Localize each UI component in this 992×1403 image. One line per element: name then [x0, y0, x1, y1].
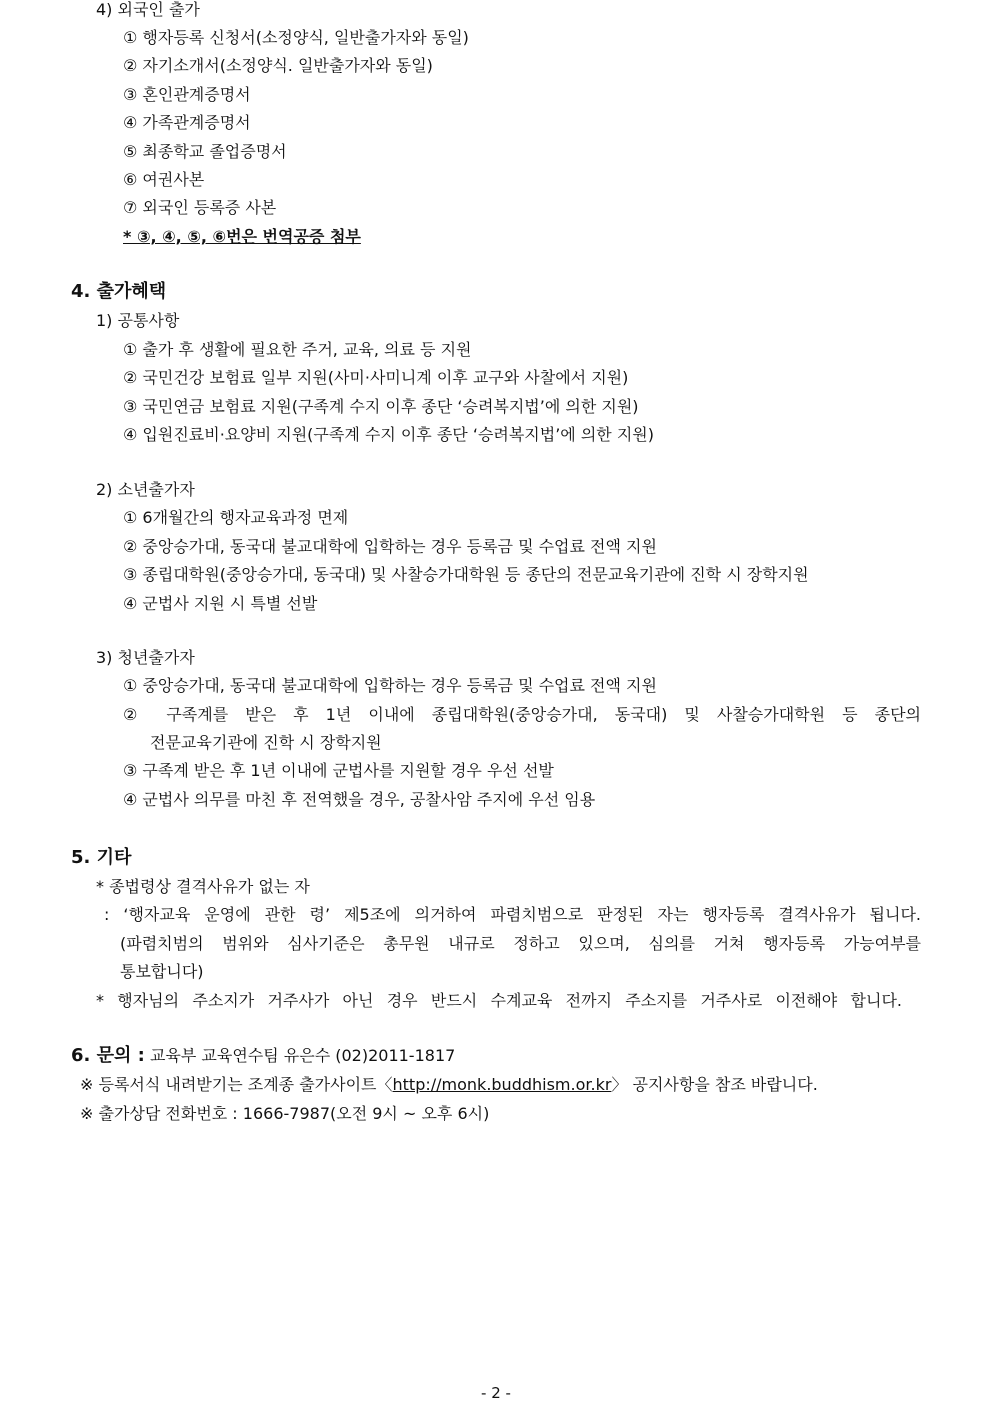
section-benefits-heading: 4. 출가혜택 — [71, 281, 167, 302]
youth-item: ② 중앙승가대, 동국대 불교대학에 입학하는 경우 등록금 및 수업료 전액 지원 — [123, 537, 657, 556]
ordination-site-link[interactable]: http://monk.buddhism.or.kr — [392, 1075, 612, 1094]
youth-item: ① 6개월간의 행자교육과정 면제 — [123, 508, 349, 527]
young-adult-item: ① 중앙승가대, 동국대 불교대학에 입학하는 경우 등록금 및 수업료 전액 지원 — [123, 676, 657, 695]
download-note — [80, 1075, 818, 1095]
common-item: ④ 입원진료비·요양비 지원(구족계 수지 이후 종단 ‘승려복지법’에 의한 지원) — [123, 425, 654, 444]
etc-bullet: * 행자님의 주소지가 거주사가 아닌 경우 반드시 수계교육 전까지 주소지를 거주사로 이전해야 합니다. — [96, 991, 902, 1010]
youth-item: ④ 군법사 지원 시 특별 선발 — [123, 594, 318, 613]
common-item: ③ 국민연금 보험료 지원(구족계 수지 이후 종단 ‘승려복지법’에 의한 지원) — [123, 397, 639, 416]
download-note-prefix: ※ 등록서식 내려받기는 조계종 출가사이트〈 — [80, 1075, 393, 1094]
foreign-item: ① 행자등록 신청서(소정양식, 일반출가자와 동일) — [123, 28, 469, 47]
etc-paragraph-line: 통보합니다) — [120, 962, 204, 981]
consult-phone-note: ※ 출가상담 전화번호 : 1666-7987(오전 9시 ~ 오후 6시) — [80, 1104, 490, 1123]
foreign-item: ② 자기소개서(소정양식. 일반출가자와 동일) — [123, 56, 433, 75]
young-adult-item: ④ 군법사 의무를 마친 후 전역했을 경우, 공찰사암 주지에 우선 임용 — [123, 790, 596, 809]
etc-bullet: * 종법령상 결격사유가 없는 자 — [96, 877, 310, 896]
foreign-item: ⑥ 여권사본 — [123, 170, 205, 189]
common-item: ② 국민건강 보험료 일부 지원(사미·사미니계 이후 교구와 사찰에서 지원) — [123, 368, 629, 387]
foreign-item: ⑤ 최종학교 졸업증명서 — [123, 142, 287, 161]
young-adult-title: 3) 청년출가자 — [96, 648, 195, 667]
young-adult-item: ② 구족계를 받은 후 1년 이내에 종립대학원(중앙승가대, 동국대) 및 사찰승가대학원 등 종단의 — [123, 705, 921, 724]
foreign-item: ③ 혼인관계증명서 — [123, 85, 251, 104]
youth-item: ③ 종립대학원(중앙승가대, 동국대) 및 사찰승가대학원 등 종단의 전문교육기관에 진학 시 장학지원 — [123, 565, 809, 584]
section-inquiry-heading: 6. 문의 : — [71, 1045, 145, 1066]
download-note-suffix: 〉 공지사항을 참조 바랍니다. — [611, 1075, 818, 1094]
page-number: - 2 - — [481, 1384, 511, 1402]
young-adult-item: ③ 구족계 받은 후 1년 이내에 군법사를 지원할 경우 우선 선발 — [123, 761, 554, 780]
youth-title: 2) 소년출가자 — [96, 480, 195, 499]
inquiry-contact: 교육부 교육연수팀 유은수 (02)2011-1817 — [149, 1046, 456, 1065]
etc-paragraph-line: (파렴치범의 범위와 심사기준은 총무원 내규로 정하고 있으며, 심의를 거쳐 행자등록 가능여부를 — [120, 934, 921, 953]
common-title: 1) 공통사항 — [96, 311, 180, 330]
section-etc-heading: 5. 기타 — [71, 847, 132, 868]
inquiry-line — [71, 1046, 455, 1066]
etc-paragraph-line: : ‘행자교육 운영에 관한 령’ 제5조에 의거하여 파렴치범으로 판정된 자는 행자등록 결격사유가 됩니다. — [104, 905, 921, 924]
foreign-item: ④ 가족관계증명서 — [123, 113, 251, 132]
foreign-item: ⑦ 외국인 등록증 사본 — [123, 198, 277, 217]
foreign-ordination-title: 4) 외국인 출가 — [96, 0, 200, 19]
translation-note: * ③, ④, ⑤, ⑥번은 번역공증 첨부 — [123, 227, 361, 246]
young-adult-item-continuation: 전문교육기관에 진학 시 장학지원 — [150, 733, 382, 752]
common-item: ① 출가 후 생활에 필요한 주거, 교육, 의료 등 지원 — [123, 340, 472, 359]
